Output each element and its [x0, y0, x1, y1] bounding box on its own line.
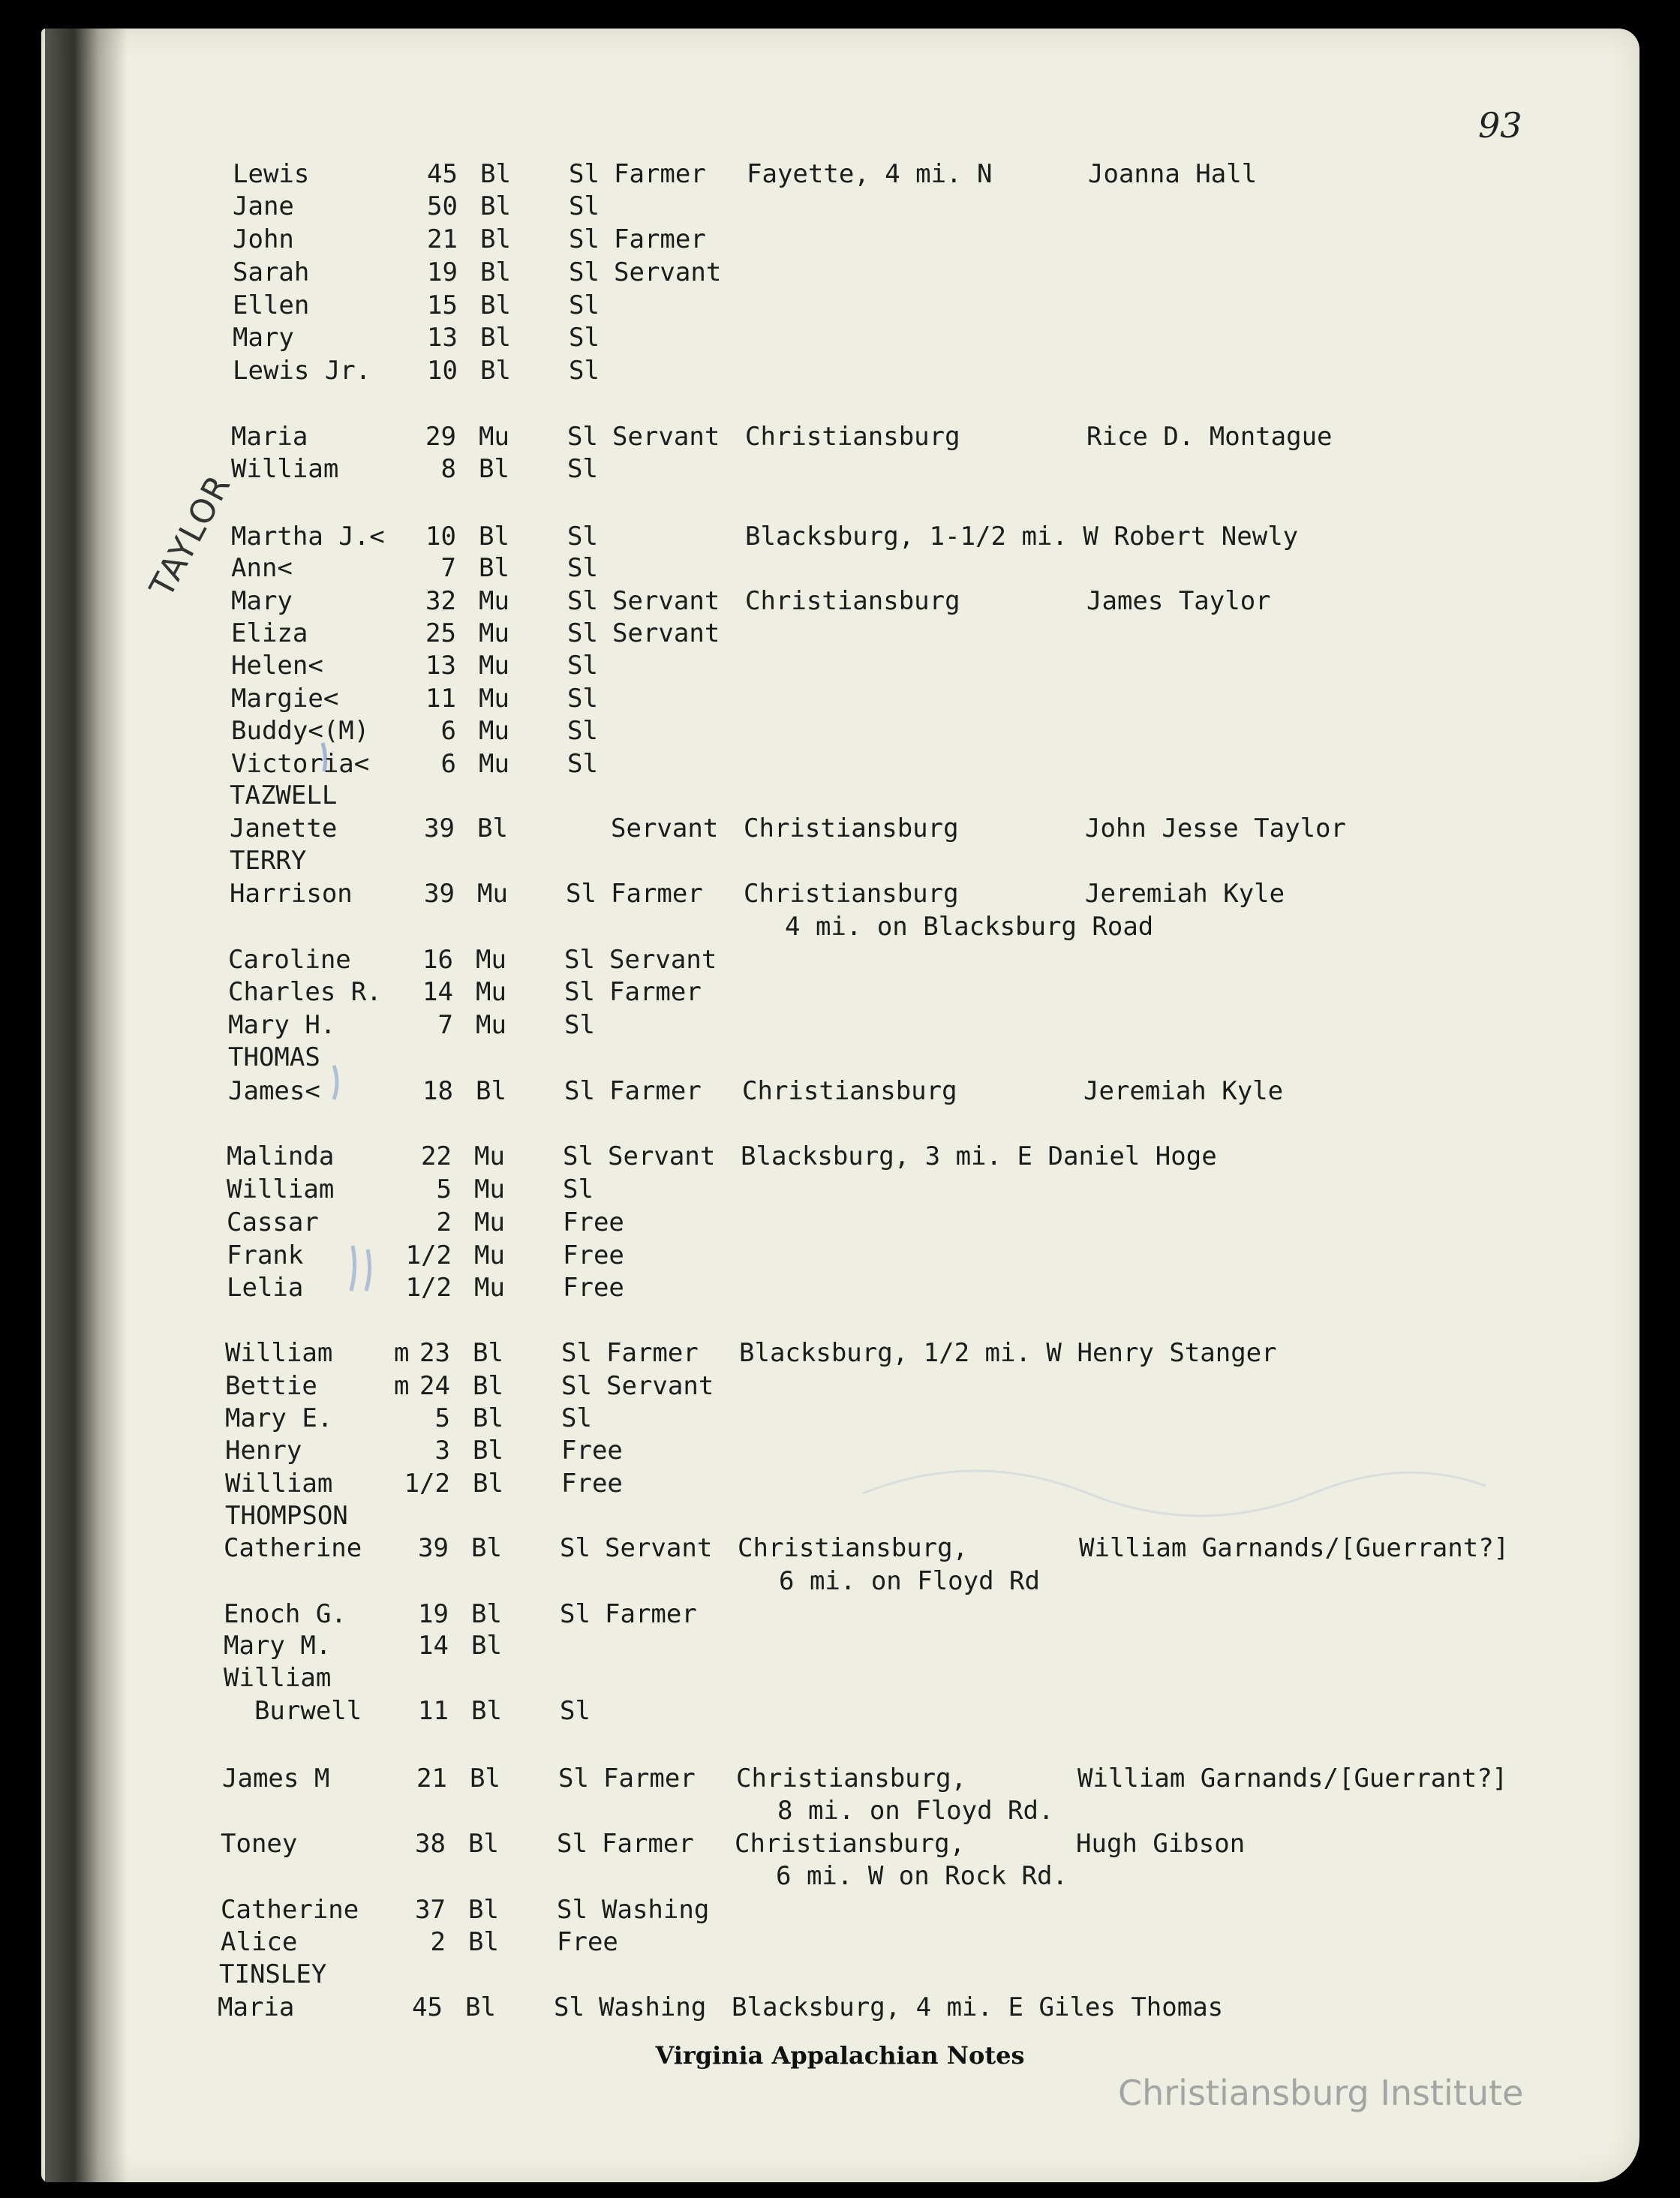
- entry-age: 38: [415, 1829, 446, 1859]
- entry-name: Frank: [227, 1240, 304, 1270]
- entry-status: Sl: [567, 716, 598, 746]
- entry-name: Mary H.: [228, 1010, 336, 1040]
- entry-color: Bl: [468, 1829, 499, 1859]
- census-row: [227, 1273, 1502, 1303]
- address-continuation: 4 mi. on Blacksburg Road: [785, 912, 1154, 942]
- entry-age: 21: [427, 224, 458, 254]
- entry-place: Blacksburg, 4 mi. E: [732, 1992, 1023, 2022]
- entry-age: 5: [436, 1174, 452, 1204]
- entry-status: Free: [561, 1469, 623, 1499]
- census-row: [228, 945, 1504, 975]
- entry-age: 3: [434, 1436, 450, 1466]
- entry-name: John: [233, 224, 294, 254]
- entry-status: Sl: [569, 290, 600, 320]
- entry-occ: Servant: [612, 422, 720, 452]
- entry-color: Mu: [474, 1240, 505, 1270]
- entry-name: Charles R.: [228, 977, 382, 1007]
- entry-status: Sl: [561, 1338, 592, 1368]
- entry-age: 19: [427, 257, 458, 287]
- entry-age: 8: [440, 454, 456, 484]
- entry-owner: James Taylor: [1086, 586, 1271, 616]
- entry-status: Sl: [567, 651, 598, 681]
- census-row: [228, 1042, 1504, 1072]
- census-row: [231, 684, 1507, 714]
- entry-age: 24: [419, 1371, 450, 1401]
- entry-status: Sl: [554, 1992, 585, 2022]
- census-row: [230, 813, 1505, 843]
- census-row: [231, 553, 1507, 583]
- entry-color: Mu: [476, 1010, 506, 1040]
- entry-color: Mu: [476, 945, 506, 975]
- entry-occ: Farmer: [605, 1599, 697, 1629]
- entry-age: 45: [412, 1992, 443, 2022]
- entry-occ: Farmer: [611, 879, 703, 909]
- census-row: [231, 618, 1507, 648]
- entry-name: Maria: [231, 422, 308, 452]
- entry-age: 37: [415, 1895, 446, 1925]
- entry-name: Cassar: [227, 1207, 319, 1237]
- entry-status: Sl: [567, 454, 598, 484]
- entry-color: Bl: [468, 1895, 499, 1925]
- entry-name: Lelia: [227, 1273, 304, 1303]
- census-row: [233, 356, 1508, 386]
- entry-name: Maria: [218, 1992, 295, 2022]
- census-row: [231, 586, 1507, 616]
- census-row: [231, 422, 1507, 452]
- entry-name: Helen<: [231, 651, 323, 681]
- page-number: 93: [1478, 105, 1522, 146]
- entry-owner: Robert Newly: [1113, 522, 1299, 552]
- entry-owner: Joanna Hall: [1088, 159, 1258, 189]
- entry-color: Bl: [480, 159, 511, 189]
- address-continuation: 8 mi. on Floyd Rd.: [777, 1796, 1054, 1826]
- census-row: [230, 879, 1505, 909]
- entry-status: Sl: [569, 356, 600, 386]
- entry-name: Eliza: [231, 618, 308, 648]
- entry-name: Catherine: [224, 1533, 362, 1563]
- entry-age: 11: [425, 684, 456, 714]
- entry-status: Sl: [557, 1829, 588, 1859]
- entry-age: 10: [425, 522, 456, 552]
- entry-name: Martha J.<: [231, 522, 385, 552]
- entry-occ: Servant: [612, 586, 720, 616]
- census-row: [228, 1010, 1504, 1040]
- watermark: Christiansburg Institute: [1118, 2073, 1524, 2113]
- entry-color: Mu: [479, 749, 509, 779]
- entry-status: Free: [563, 1240, 624, 1270]
- census-row: [231, 522, 1507, 552]
- entry-age: 16: [422, 945, 453, 975]
- entry-occ: Farmer: [603, 1764, 696, 1794]
- entry-age: 2: [430, 1927, 446, 1957]
- entry-place: Fayette, 4 mi. N: [747, 159, 993, 189]
- entry-occ: Servant: [605, 1533, 713, 1563]
- entry-status: Sl: [564, 1076, 595, 1106]
- census-row: [228, 1076, 1504, 1106]
- entry-status: Sl: [564, 1010, 595, 1040]
- entry-color: Bl: [473, 1371, 503, 1401]
- entry-age: 39: [424, 813, 455, 843]
- entry-owner: Giles Thomas: [1038, 1992, 1224, 2022]
- entry-age: 18: [422, 1076, 453, 1106]
- entry-status: Sl: [564, 945, 595, 975]
- handwritten-margin-note: TAYLOR: [143, 468, 239, 603]
- entry-age: 13: [427, 323, 458, 353]
- entry-color: Mu: [479, 684, 509, 714]
- census-row: [233, 224, 1508, 254]
- entry-color: Bl: [480, 323, 511, 353]
- entry-sex: m: [394, 1371, 410, 1401]
- entry-age: 11: [418, 1696, 449, 1726]
- entry-place: Christiansburg: [745, 422, 960, 452]
- entry-name: James<: [228, 1076, 320, 1106]
- entry-place: Christiansburg: [744, 879, 959, 909]
- entry-status: Sl: [569, 224, 600, 254]
- entry-age: 6: [440, 716, 456, 746]
- footer-title: Virginia Appalachian Notes: [655, 2041, 1025, 2070]
- entry-name: William: [231, 454, 339, 484]
- census-row: [227, 1240, 1502, 1270]
- entry-name: Mary: [233, 323, 294, 353]
- entry-age: 13: [425, 651, 456, 681]
- entry-age: 7: [440, 553, 456, 583]
- census-row: [221, 1829, 1496, 1859]
- entry-color: Mu: [479, 651, 509, 681]
- entry-name: Caroline: [228, 945, 351, 975]
- entry-status: Sl: [567, 586, 598, 616]
- entry-color: Mu: [479, 716, 509, 746]
- entry-name: Catherine: [221, 1895, 359, 1925]
- entry-age: 29: [425, 422, 456, 452]
- entry-color: Bl: [473, 1403, 503, 1433]
- entry-name: James M: [222, 1764, 330, 1794]
- entry-occ: Servant: [614, 257, 722, 287]
- entry-place: Christiansburg,: [736, 1764, 967, 1794]
- entry-status: Sl: [560, 1533, 591, 1563]
- census-row: [230, 780, 1505, 810]
- entry-owner: Daniel Hoge: [1047, 1141, 1217, 1171]
- census-row: [224, 1599, 1499, 1629]
- census-row: [231, 651, 1507, 681]
- entry-age: 6: [440, 749, 456, 779]
- entry-occ: Farmer: [606, 1338, 699, 1368]
- entry-status: Free: [563, 1273, 624, 1303]
- census-row: [222, 1764, 1508, 1794]
- census-row: [233, 323, 1508, 353]
- census-row: [225, 1371, 1501, 1401]
- entry-name: Lewis Jr.: [233, 356, 371, 386]
- entry-place: Blacksburg, 1-1/2 mi. W: [745, 522, 1098, 552]
- entry-color: Mu: [474, 1207, 505, 1237]
- entry-name: THOMAS: [228, 1042, 320, 1072]
- entry-color: Bl: [480, 290, 511, 320]
- entry-owner: Henry Stanger: [1077, 1338, 1277, 1368]
- census-row: [221, 1927, 1496, 1957]
- entry-color: Bl: [480, 257, 511, 287]
- entry-status: Sl: [561, 1403, 592, 1433]
- entry-age: 1/2: [405, 1240, 452, 1270]
- census-row: [224, 1696, 1499, 1726]
- entry-age: 21: [416, 1764, 447, 1794]
- entry-color: Mu: [474, 1174, 505, 1204]
- entry-age: 23: [419, 1338, 450, 1368]
- entry-name: Bettie: [225, 1371, 317, 1401]
- entry-name: Alice: [221, 1927, 298, 1957]
- address-continuation: 6 mi. on Floyd Rd: [779, 1566, 1040, 1596]
- entry-occ: Farmer: [602, 1829, 694, 1859]
- census-row: [224, 1663, 1499, 1693]
- entry-name: TERRY: [230, 846, 307, 876]
- entry-age: 39: [418, 1533, 449, 1563]
- entry-owner: Hugh Gibson: [1076, 1829, 1246, 1859]
- entry-name: Sarah: [233, 257, 310, 287]
- entry-color: Bl: [473, 1338, 503, 1368]
- entry-name: Enoch G.: [224, 1599, 347, 1629]
- entry-age: 14: [418, 1631, 449, 1661]
- entry-status: Sl: [569, 323, 600, 353]
- entry-age: 22: [421, 1141, 452, 1171]
- entry-status: Sl: [563, 1174, 594, 1204]
- census-row: [225, 1436, 1501, 1466]
- entry-occ: Washing: [602, 1895, 710, 1925]
- entry-status: Sl: [560, 1599, 591, 1629]
- entry-age: 10: [427, 356, 458, 386]
- census-row: [233, 257, 1508, 287]
- entry-name: William: [225, 1469, 333, 1499]
- entry-status: Sl: [569, 159, 600, 189]
- entry-occ: Servant: [611, 813, 719, 843]
- entry-age: 5: [434, 1403, 450, 1433]
- entry-age: 25: [425, 618, 456, 648]
- entry-place: Blacksburg, 3 mi. E: [741, 1141, 1032, 1171]
- entry-color: Bl: [480, 191, 511, 221]
- entry-name: Janette: [230, 813, 338, 843]
- entry-name: Mary E.: [225, 1403, 333, 1433]
- entry-age: 15: [427, 290, 458, 320]
- entry-status: Free: [557, 1927, 618, 1957]
- entry-place: Christiansburg,: [735, 1829, 966, 1859]
- census-row: [219, 1959, 1495, 1989]
- entry-name: Margie<: [231, 684, 339, 714]
- census-row: [221, 1895, 1496, 1925]
- entry-age: 50: [427, 191, 458, 221]
- census-row: [230, 846, 1505, 876]
- entry-age: 7: [437, 1010, 453, 1040]
- entry-name: Jane: [233, 191, 294, 221]
- entry-name: Ann<: [231, 553, 293, 583]
- census-row: [233, 191, 1508, 221]
- entry-color: Bl: [471, 1631, 502, 1661]
- entry-color: Bl: [477, 813, 508, 843]
- census-row: [225, 1501, 1501, 1531]
- entry-owner: John Jesse Taylor: [1085, 813, 1346, 843]
- entry-color: Bl: [470, 1764, 500, 1794]
- entry-color: Bl: [480, 224, 511, 254]
- entry-occ: Servant: [608, 1141, 716, 1171]
- entry-name: Mary M.: [224, 1631, 332, 1661]
- entry-color: Bl: [473, 1469, 503, 1499]
- census-row: [233, 159, 1508, 189]
- census-row: [227, 1207, 1502, 1237]
- census-row: [227, 1141, 1502, 1171]
- entry-occ: Farmer: [609, 1076, 702, 1106]
- entry-occ: Washing: [599, 1992, 707, 2022]
- entry-age: 1/2: [405, 1273, 452, 1303]
- entry-color: Mu: [479, 586, 509, 616]
- entry-color: Bl: [468, 1927, 499, 1957]
- entry-name: Lewis: [233, 159, 310, 189]
- entry-sex: m: [394, 1338, 410, 1368]
- entry-age: 2: [436, 1207, 452, 1237]
- entry-name: Victoria<: [231, 749, 370, 779]
- entry-status: Sl: [560, 1696, 591, 1726]
- census-row: [225, 1469, 1501, 1499]
- census-row: [231, 716, 1507, 746]
- entry-name: TAZWELL: [230, 780, 338, 810]
- entry-place: Christiansburg: [742, 1076, 957, 1106]
- census-row: [224, 1631, 1499, 1661]
- census-row: [231, 749, 1507, 779]
- entry-status: Sl: [558, 1764, 589, 1794]
- entry-color: Bl: [479, 522, 509, 552]
- census-row: [227, 1174, 1502, 1204]
- entry-status: Sl: [563, 1141, 594, 1171]
- entry-status: Sl: [567, 422, 598, 452]
- entry-place: Christiansburg: [744, 813, 959, 843]
- entry-age: 19: [418, 1599, 449, 1629]
- entry-occ: Servant: [606, 1371, 714, 1401]
- entry-name: William: [225, 1338, 333, 1368]
- entry-color: Bl: [479, 454, 509, 484]
- entry-age: 1/2: [404, 1469, 450, 1499]
- census-row: [224, 1533, 1510, 1563]
- entry-name: Henry: [225, 1436, 302, 1466]
- entry-name: William: [227, 1174, 335, 1204]
- census-row: [231, 454, 1507, 484]
- entry-color: Bl: [465, 1992, 496, 2022]
- entry-place: Blacksburg, 1/2 mi. W: [739, 1338, 1062, 1368]
- entry-status: Sl: [564, 977, 595, 1007]
- entry-color: Mu: [474, 1273, 505, 1303]
- entry-status: Sl: [557, 1895, 588, 1925]
- entry-name: THOMPSON: [225, 1501, 348, 1531]
- census-row: [225, 1403, 1501, 1433]
- entry-color: Mu: [477, 879, 508, 909]
- census-row: [225, 1338, 1501, 1368]
- entry-color: Mu: [476, 977, 506, 1007]
- entry-name: Toney: [221, 1829, 298, 1859]
- entry-color: Bl: [471, 1696, 502, 1726]
- entry-name: Burwell: [224, 1696, 362, 1726]
- entry-name: William: [224, 1663, 332, 1693]
- entry-color: Mu: [474, 1141, 505, 1171]
- entry-color: Bl: [473, 1436, 503, 1466]
- entry-owner: William Garnands/[Guerrant?]: [1079, 1533, 1510, 1563]
- entry-color: Bl: [471, 1533, 502, 1563]
- census-row: [233, 290, 1508, 320]
- entry-color: Bl: [471, 1599, 502, 1629]
- entry-occ: Farmer: [609, 977, 702, 1007]
- entry-place: Christiansburg,: [738, 1533, 969, 1563]
- entry-place: Christiansburg: [745, 586, 960, 616]
- entry-color: Mu: [479, 422, 509, 452]
- entry-occ: Servant: [612, 618, 720, 648]
- entry-status: Free: [563, 1207, 624, 1237]
- entry-age: 39: [424, 879, 455, 909]
- census-row: [228, 977, 1504, 1007]
- entry-owner: William Garnands/[Guerrant?]: [1077, 1764, 1508, 1794]
- entry-age: 32: [425, 586, 456, 616]
- entry-occ: Farmer: [614, 159, 706, 189]
- entry-color: Bl: [480, 356, 511, 386]
- entry-status: Sl: [569, 191, 600, 221]
- entry-occ: Farmer: [614, 224, 706, 254]
- entry-color: Mu: [479, 618, 509, 648]
- entry-name: Ellen: [233, 290, 310, 320]
- entry-status: Free: [561, 1436, 623, 1466]
- entry-name: TINSLEY: [219, 1959, 327, 1989]
- entry-status: Sl: [569, 257, 600, 287]
- entry-status: Sl: [566, 879, 597, 909]
- entry-owner: Rice D. Montague: [1086, 422, 1333, 452]
- entry-color: Bl: [476, 1076, 506, 1106]
- entry-status: Sl: [567, 749, 598, 779]
- entry-name: Mary: [231, 586, 293, 616]
- entry-occ: Servant: [609, 945, 717, 975]
- entry-status: Sl: [567, 618, 598, 648]
- census-row: [218, 1992, 1493, 2022]
- entry-status: Sl: [567, 522, 598, 552]
- entry-owner: Jeremiah Kyle: [1083, 1076, 1284, 1106]
- entry-name: Buddy<(M): [231, 716, 370, 746]
- entry-owner: Jeremiah Kyle: [1085, 879, 1285, 909]
- entry-status: Sl: [561, 1371, 592, 1401]
- entry-color: Bl: [479, 553, 509, 583]
- entry-status: Sl: [567, 684, 598, 714]
- entry-age: 14: [422, 977, 453, 1007]
- entry-status: Sl: [567, 553, 598, 583]
- entry-age: 45: [427, 159, 458, 189]
- entry-name: Malinda: [227, 1141, 335, 1171]
- entry-name: Harrison: [230, 879, 353, 909]
- address-continuation: 6 mi. W on Rock Rd.: [776, 1861, 1068, 1891]
